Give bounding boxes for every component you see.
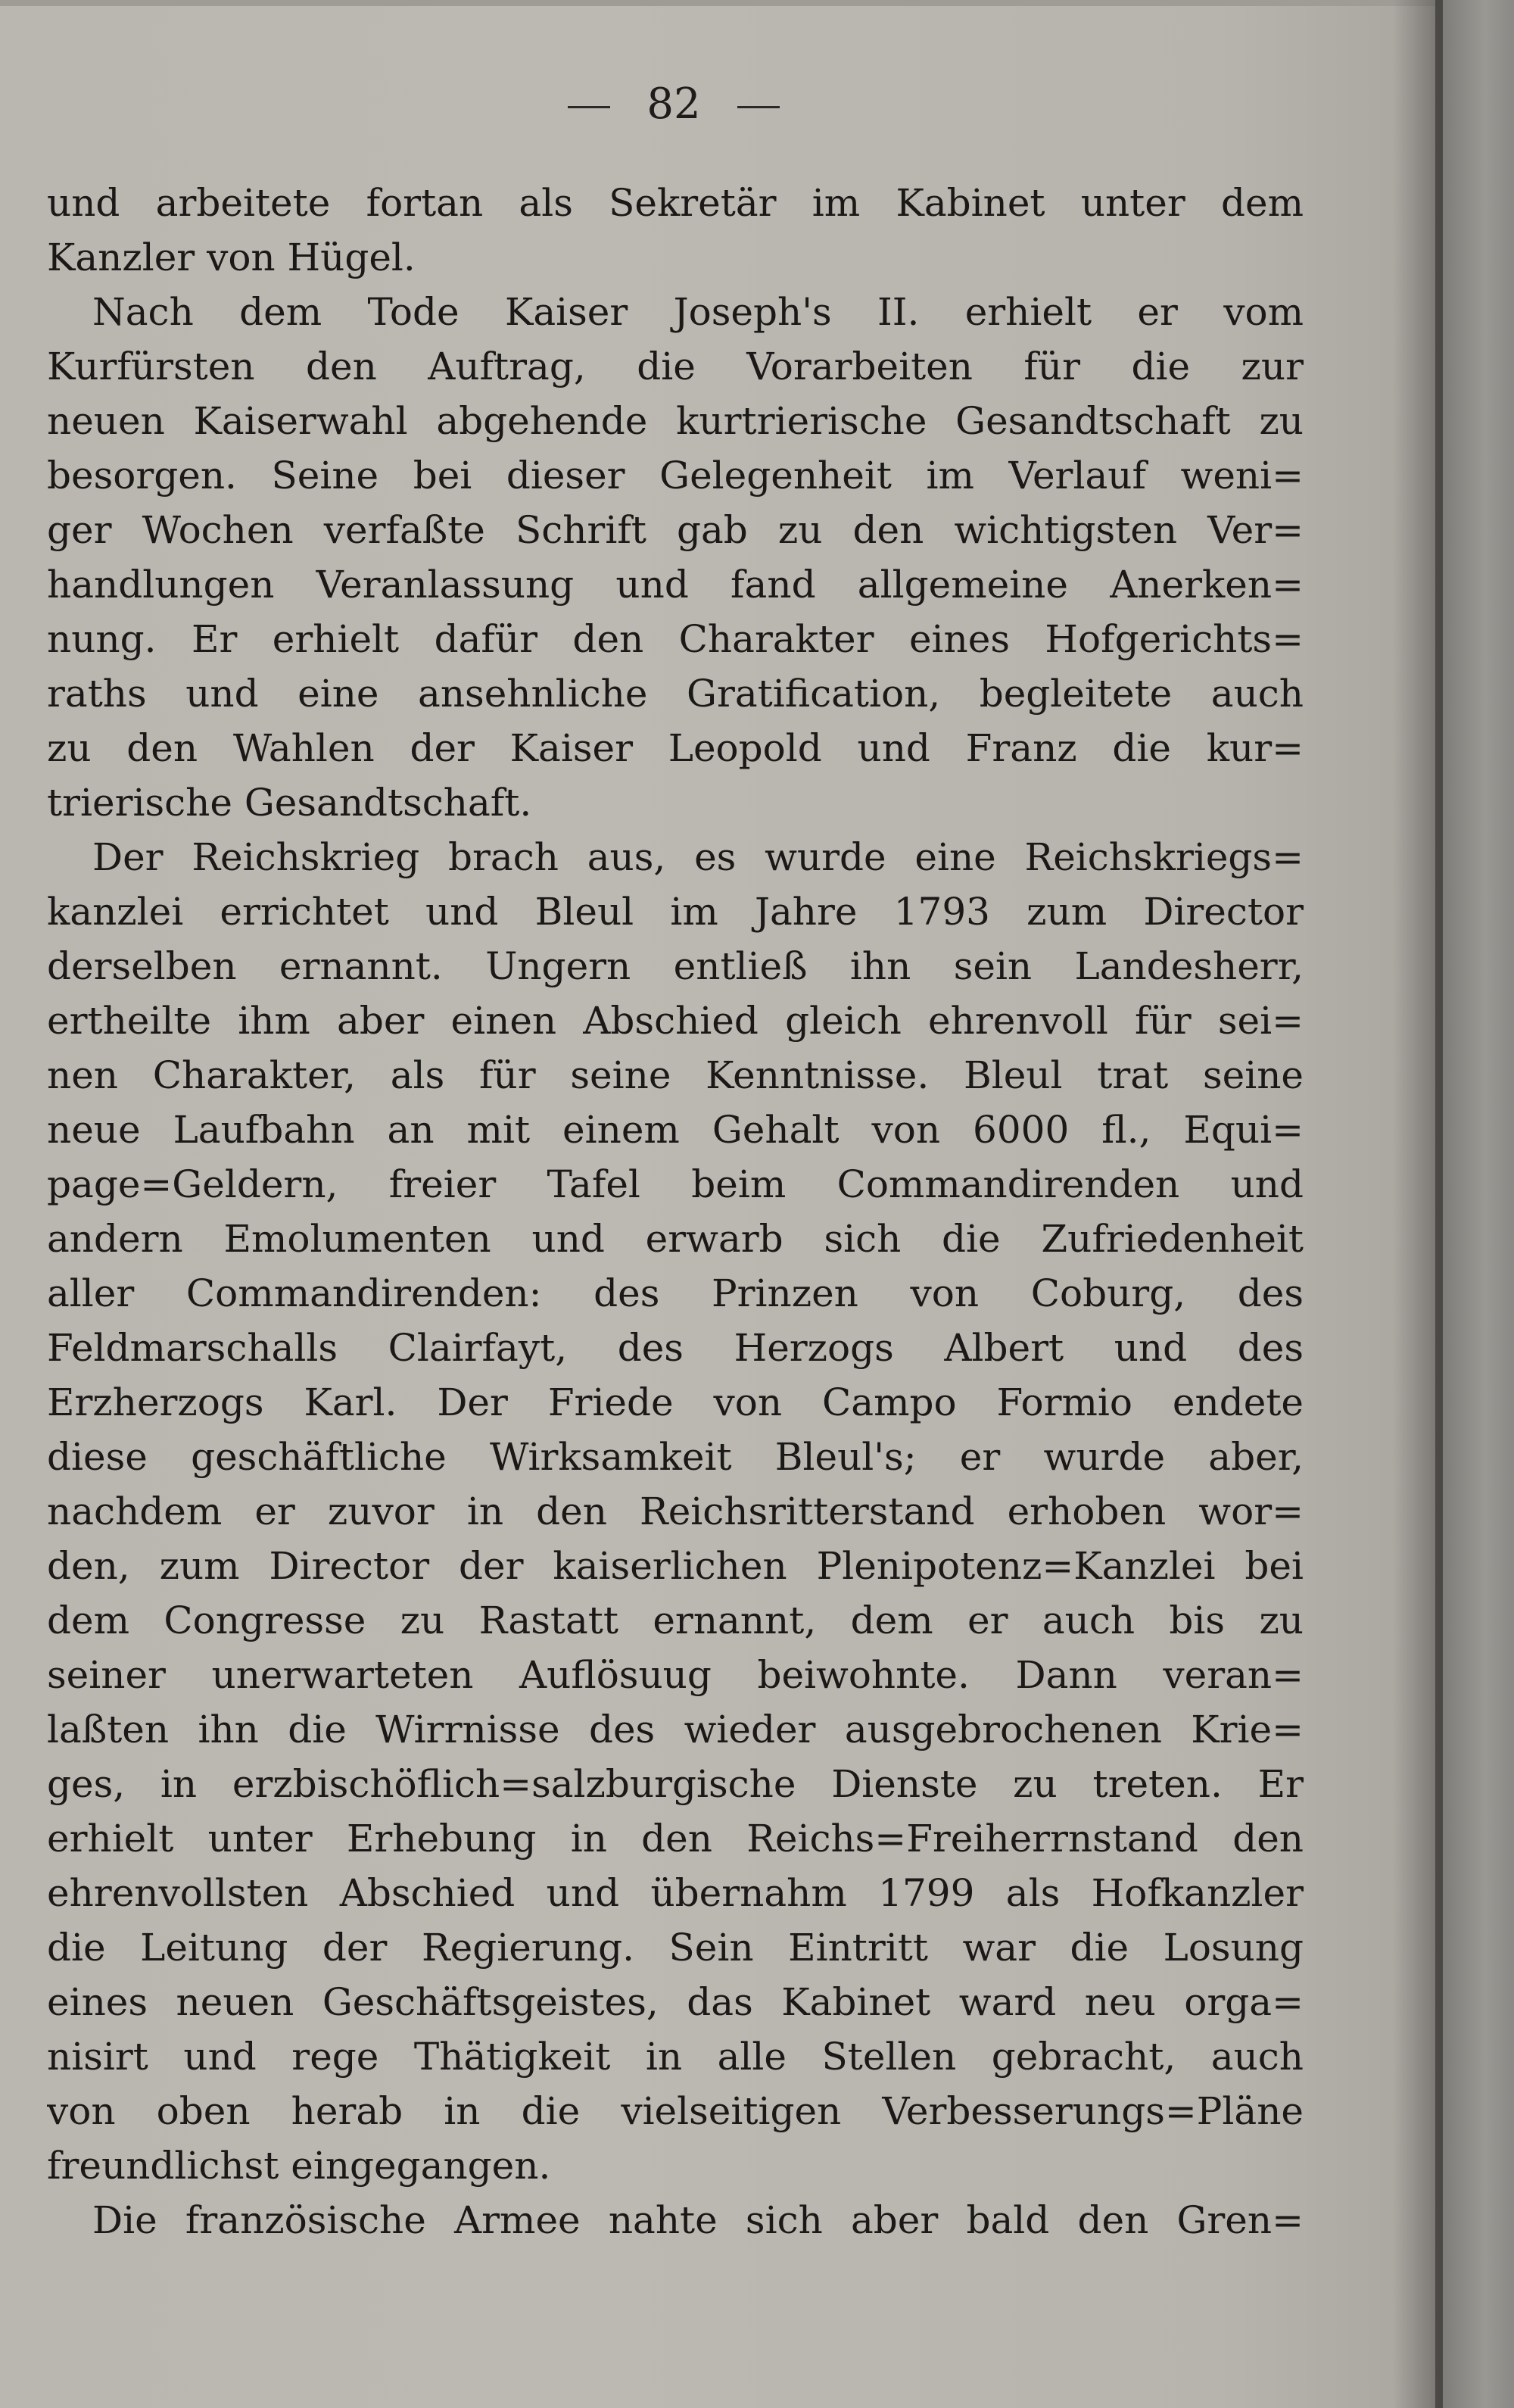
text-line: kanzlei errichtet und Bleul im Jahre 1793 zum Director <box>47 890 1304 934</box>
page-header <box>0 74 1347 135</box>
text-line: besorgen. Seine bei dieser Gelegenheit im Verlauf weni= <box>47 454 1304 498</box>
page-number: 82 <box>646 80 701 129</box>
header-dash-right <box>737 106 780 108</box>
text-line: Erzherzogs Karl. Der Friede von Campo Formio endete <box>47 1380 1304 1424</box>
header-dash-left <box>568 106 610 108</box>
gutter-shadow <box>1393 0 1435 2408</box>
text-line: freundlichst eingegangen. <box>47 2144 551 2188</box>
text-line: seiner unerwarteten Auflösuug beiwohnte. Dann veran= <box>47 1653 1304 1697</box>
text-line: ger Wochen verfaßte Schrift gab zu den wichtigsten Ver= <box>47 508 1304 552</box>
text-line: nung. Er erhielt dafür den Charakter eines Hofgerichts= <box>47 617 1304 661</box>
text-line: Der Reichskrieg brach aus, es wurde eine Reichskriegs= <box>92 835 1304 879</box>
text-line: und arbeitete fortan als Sekretär im Kabinet unter dem <box>47 181 1304 225</box>
text-line: Nach dem Tode Kaiser Joseph's II. erhielt er vom <box>92 290 1304 334</box>
text-line: page=Geldern, freier Tafel beim Commandirenden und <box>47 1162 1304 1206</box>
text-line: die Leitung der Regierung. Sein Eintritt war die Losung <box>47 1926 1304 1970</box>
page-edge <box>1435 0 1443 2408</box>
text-line: eines neuen Geschäftsgeistes, das Kabinet ward neu orga= <box>47 1980 1304 2024</box>
body-text <box>47 176 1304 2357</box>
text-line: nen Charakter, als für seine Kenntnisse. Bleul trat seine <box>47 1053 1304 1097</box>
text-line: aller Commandirenden: des Prinzen von Coburg, des <box>47 1271 1304 1315</box>
text-line: nachdem er zuvor in den Reichsritterstand erhoben wor= <box>47 1489 1304 1533</box>
text-line: ges, in erzbischöflich=salzburgische Dienste zu treten. Er <box>47 1762 1304 1806</box>
text-line: andern Emolumenten und erwarb sich die Zufriedenheit <box>47 1217 1304 1261</box>
text-line: neue Laufbahn an mit einem Gehalt von 6000 fl., Equi= <box>47 1108 1304 1152</box>
text-line: von oben herab in die vielseitigen Verbesserungs=Pläne <box>47 2089 1304 2133</box>
text-line: Feldmarschalls Clairfayt, des Herzogs Albert und des <box>47 1326 1304 1370</box>
text-line: derselben ernannt. Ungern entließ ihn sein Landesherr, <box>47 944 1304 988</box>
text-line: laßten ihn die Wirrnisse des wieder ausgebrochenen Krie= <box>47 1708 1304 1751</box>
text-line: den, zum Director der kaiserlichen Plenipotenz=Kanzlei bei <box>47 1544 1304 1588</box>
text-line: ehrenvollsten Abschied und übernahm 1799 als Hofkanzler <box>47 1871 1304 1915</box>
text-line: nisirt und rege Thätigkeit in alle Stellen gebracht, auch <box>47 2035 1304 2079</box>
text-line: Kurfürsten den Auftrag, die Vorarbeiten für die zur <box>47 345 1304 388</box>
text-line: raths und eine ansehnliche Gratification, begleitete auch <box>47 672 1304 716</box>
text-line: handlungen Veranlassung und fand allgemeine Anerken= <box>47 563 1304 607</box>
text-line: trierische Gesandtschaft. <box>47 781 532 825</box>
adjacent-page-strip <box>1443 0 1514 2408</box>
text-line: neuen Kaiserwahl abgehende kurtrierische Gesandtschaft zu <box>47 399 1304 443</box>
text-line: ertheilte ihm aber einen Abschied gleich ehrenvoll für sei= <box>47 999 1304 1043</box>
text-line: dem Congresse zu Rastatt ernannt, dem er auch bis zu <box>47 1599 1304 1642</box>
page-top-edge <box>0 0 1435 6</box>
text-line: Die französische Armee nahte sich aber bald den Gren= <box>92 2198 1304 2242</box>
text-line: erhielt unter Erhebung in den Reichs=Freiherrnstand den <box>47 1817 1304 1861</box>
text-line: Kanzler von Hügel. <box>47 235 416 279</box>
text-line: diese geschäftliche Wirksamkeit Bleul's; er wurde aber, <box>47 1435 1304 1479</box>
text-line: zu den Wahlen der Kaiser Leopold und Franz die kur= <box>47 726 1304 770</box>
